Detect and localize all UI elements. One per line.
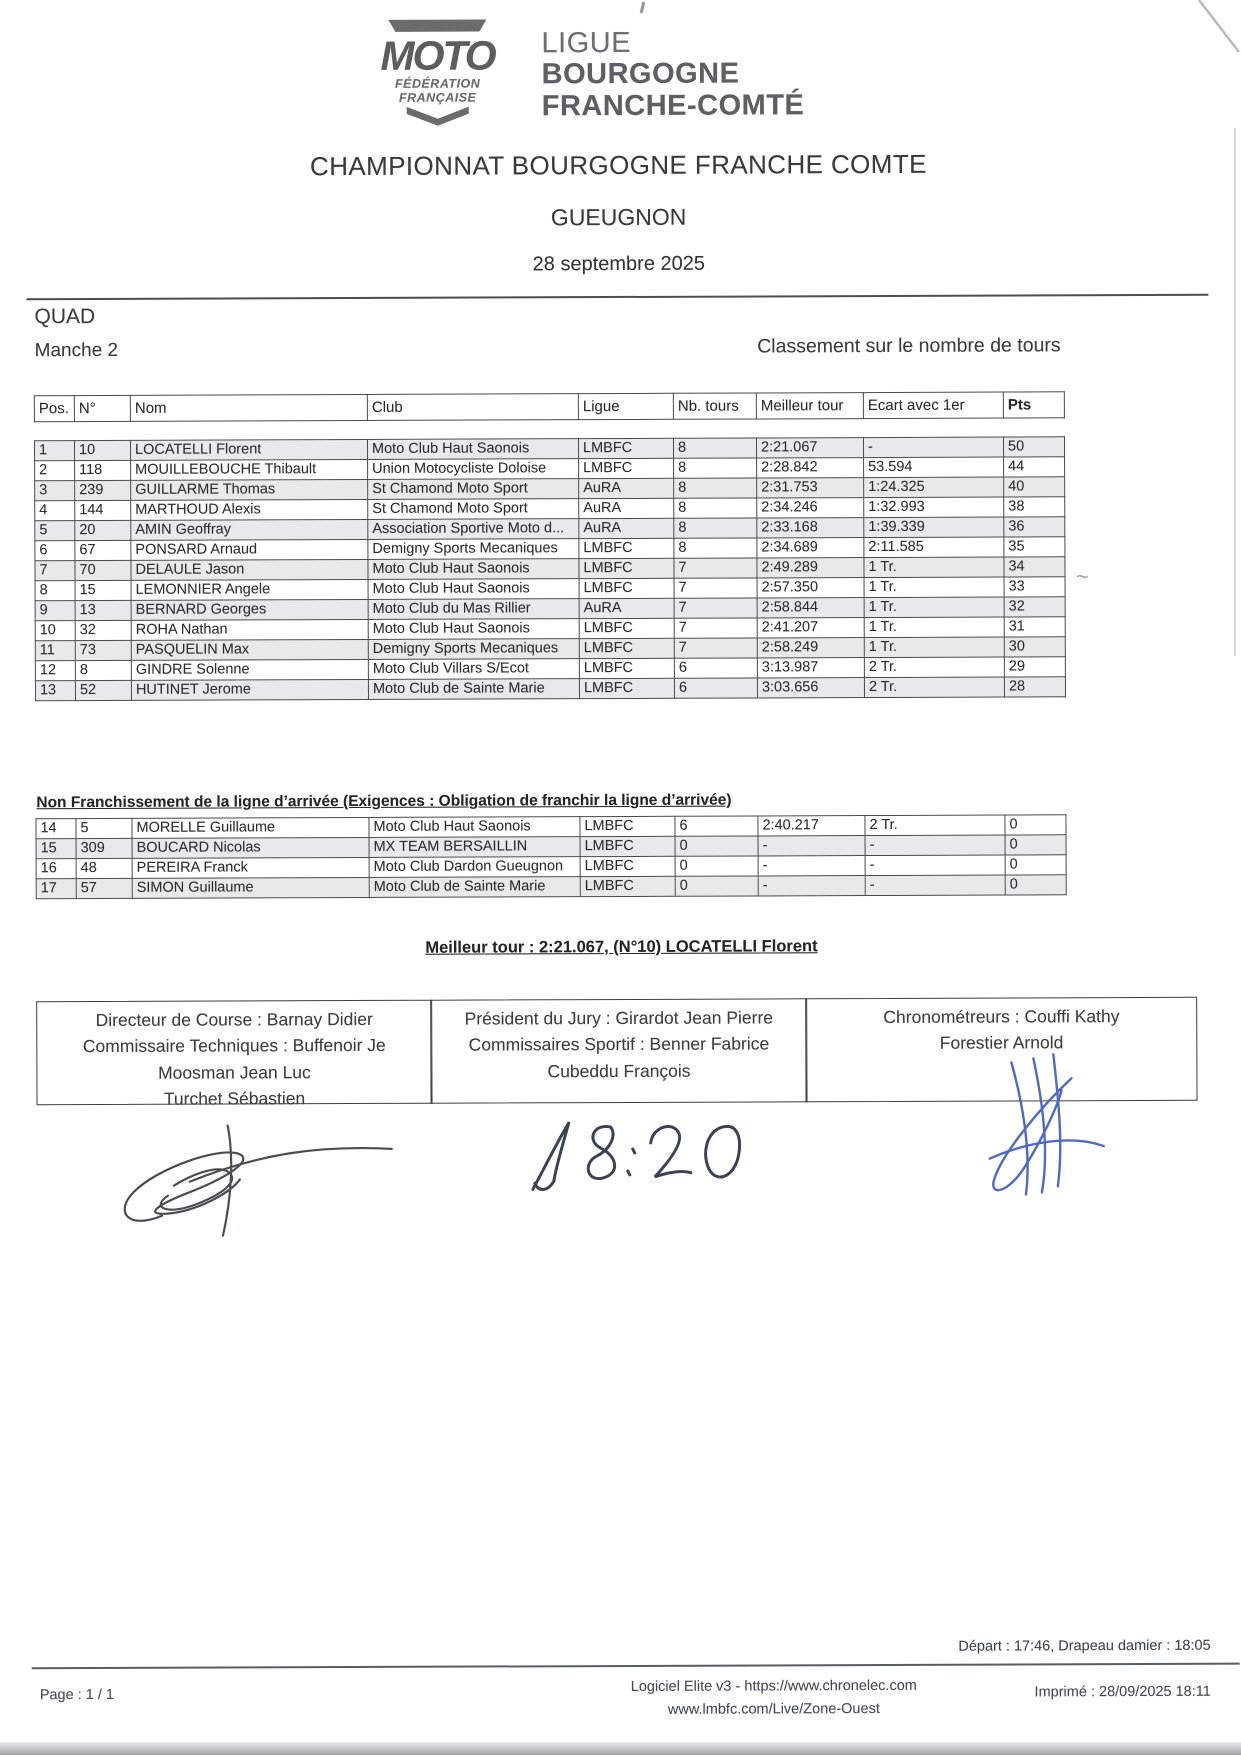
cell-gap: 2 Tr. bbox=[865, 815, 1005, 836]
cell-pos: 7 bbox=[35, 561, 75, 581]
cell-tours: 7 bbox=[674, 558, 757, 578]
cell-pos: 1 bbox=[34, 441, 74, 461]
cell-nom: LEMONNIER Angele bbox=[131, 579, 368, 600]
cell-club: Association Sportive Moto d... bbox=[368, 519, 579, 540]
cell-num: 70 bbox=[75, 560, 131, 580]
cell-pos: 12 bbox=[35, 661, 75, 681]
cell-ligue: LMBFC bbox=[578, 438, 673, 458]
page-number: Page : 1 / 1 bbox=[39, 1686, 115, 1704]
cell-best-lap: 3:03.656 bbox=[757, 678, 864, 698]
cell-ligue: LMBFC bbox=[579, 578, 674, 598]
venue-title: GUEUGNON bbox=[550, 203, 687, 231]
ligue-word-2: BOURGOGNE bbox=[541, 57, 740, 91]
cell-pts: 35 bbox=[1004, 537, 1065, 557]
cell-pts: 0 bbox=[1005, 855, 1066, 875]
cell-club: St Chamond Moto Sport bbox=[368, 499, 579, 520]
results-header-table bbox=[34, 391, 1065, 422]
column-header: N° bbox=[74, 395, 130, 421]
cell-pts: 29 bbox=[1004, 657, 1065, 677]
cell-num: 52 bbox=[75, 680, 131, 700]
cell-num: 144 bbox=[75, 500, 131, 520]
column-header: Ligue bbox=[578, 393, 673, 419]
cell-club: Moto Club de Sainte Marie bbox=[369, 877, 580, 898]
cell-num: 239 bbox=[75, 480, 131, 500]
cell-tours: 6 bbox=[674, 658, 757, 678]
cell-nom: PEREIRA Franck bbox=[132, 857, 369, 878]
cell-tours: 0 bbox=[675, 836, 758, 856]
cell-club: Moto Club du Mas Rillier bbox=[368, 599, 579, 620]
cell-pts: 31 bbox=[1004, 617, 1065, 637]
ligue-word-3: FRANCHE-COMTÉ bbox=[541, 88, 805, 122]
category-label: QUAD bbox=[34, 305, 96, 329]
cell-ligue: LMBFC bbox=[579, 658, 674, 678]
cell-pos: 16 bbox=[36, 859, 76, 879]
cell-num: 13 bbox=[75, 600, 131, 620]
printed-timestamp: Imprimé : 28/09/2025 18:11 bbox=[1034, 1683, 1211, 1701]
cell-gap: - bbox=[865, 855, 1005, 876]
cell-ligue: AuRA bbox=[579, 478, 674, 498]
cell-nom: AMIN Geoffray bbox=[131, 519, 368, 540]
cell-num: 73 bbox=[75, 640, 131, 660]
cell-nom: ROHA Nathan bbox=[131, 619, 368, 640]
cell-pos: 10 bbox=[35, 621, 75, 641]
championship-title: CHAMPIONNAT BOURGOGNE FRANCHE COMTE bbox=[309, 148, 927, 182]
ligue-wordmark bbox=[541, 27, 804, 122]
cell-gap: 1 Tr. bbox=[864, 597, 1004, 618]
cell-pts: 36 bbox=[1004, 517, 1065, 537]
cell-pts: 33 bbox=[1004, 577, 1065, 597]
cell-pos: 9 bbox=[35, 601, 75, 621]
cell-tours: 7 bbox=[674, 578, 757, 598]
software-line-2: www.lmbfc.com/Live/Zone-Ouest bbox=[667, 1701, 880, 1718]
cell-gap: - bbox=[865, 835, 1005, 856]
cell-pts: 0 bbox=[1005, 815, 1066, 835]
cell-ligue: LMBFC bbox=[579, 638, 674, 658]
officials-jury: Président du Jury : Girardot Jean Pierre Commissaires Sportif : Benner Fabrice Cubeddu François bbox=[430, 998, 807, 1103]
header-divider bbox=[26, 294, 1208, 301]
table-row bbox=[36, 875, 1066, 899]
results-table bbox=[34, 436, 1066, 701]
column-header: Nb. tours bbox=[673, 393, 756, 419]
cell-ligue: LMBFC bbox=[580, 856, 675, 876]
cell-ligue: LMBFC bbox=[579, 618, 674, 638]
cell-ligue: LMBFC bbox=[579, 458, 674, 478]
cell-nom: LOCATELLI Florent bbox=[130, 439, 367, 460]
cell-gap: 1 Tr. bbox=[864, 617, 1004, 638]
cell-club: Demigny Sports Mecaniques bbox=[368, 639, 579, 660]
cell-best-lap: 2:34.246 bbox=[757, 498, 864, 518]
cell-ligue: LMBFC bbox=[579, 558, 674, 578]
cell-nom: HUTINET Jerome bbox=[131, 679, 368, 700]
cell-best-lap: 2:41.207 bbox=[757, 618, 864, 638]
dnf-section-title: Non Franchissement de la ligne d’arrivée (Exigences : Obligation de franchir la ligne d’arrivée) bbox=[36, 791, 732, 812]
cell-tours: 8 bbox=[674, 518, 757, 538]
cell-gap: 1:39.339 bbox=[864, 517, 1004, 538]
cell-pts: 32 bbox=[1004, 597, 1065, 617]
cell-gap: - bbox=[865, 875, 1005, 896]
cell-pts: 50 bbox=[1003, 437, 1064, 457]
director-signature bbox=[110, 1119, 400, 1240]
cell-tours: 8 bbox=[674, 458, 757, 478]
classification-label: Classement sur le nombre de tours bbox=[757, 334, 1061, 358]
cell-nom: MORELLE Guillaume bbox=[132, 817, 369, 838]
cell-ligue: LMBFC bbox=[580, 876, 675, 896]
cell-best-lap: 3:13.987 bbox=[757, 658, 864, 678]
handwritten-time bbox=[527, 1114, 767, 1210]
cell-num: 67 bbox=[75, 540, 131, 560]
svg-text:MOTO: MOTO bbox=[380, 32, 495, 79]
cell-club: Union Motocycliste Doloise bbox=[368, 459, 579, 480]
cell-best-lap: - bbox=[758, 876, 865, 896]
timekeeper-signature bbox=[959, 1050, 1115, 1206]
cell-best-lap: 2:31.753 bbox=[757, 478, 864, 498]
cell-nom: SIMON Guillaume bbox=[132, 877, 369, 898]
cell-pts: 34 bbox=[1004, 557, 1065, 577]
cell-tours: 6 bbox=[674, 678, 757, 698]
column-header: Meilleur tour bbox=[756, 393, 863, 419]
cell-gap: 1:32.993 bbox=[864, 497, 1004, 518]
cell-gap: - bbox=[863, 437, 1003, 458]
cell-club: Moto Club Haut Saonois bbox=[368, 579, 579, 600]
cell-gap: 2 Tr. bbox=[864, 677, 1004, 698]
cell-best-lap: 2:58.249 bbox=[757, 638, 864, 658]
cell-nom: GUILLARME Thomas bbox=[131, 479, 368, 500]
scan-artifact-tilde: ~ bbox=[1076, 564, 1089, 589]
cell-gap: 1:24.325 bbox=[864, 477, 1004, 498]
cell-best-lap: 2:49.289 bbox=[757, 558, 864, 578]
cell-pts: 44 bbox=[1004, 457, 1065, 477]
cell-best-lap: 2:34.689 bbox=[757, 538, 864, 558]
cell-tours: 8 bbox=[674, 478, 757, 498]
ligue-word-1: LIGUE bbox=[541, 26, 632, 60]
cell-tours: 0 bbox=[675, 876, 758, 896]
cell-pos: 13 bbox=[35, 681, 75, 701]
cell-num: 57 bbox=[76, 878, 132, 898]
cell-tours: 6 bbox=[675, 816, 758, 836]
cell-ligue: LMBFC bbox=[580, 836, 675, 856]
column-header: Club bbox=[367, 394, 578, 421]
software-line-1: Logiciel Elite v3 - https://www.chronelec.com bbox=[630, 1677, 917, 1695]
cell-tours: 8 bbox=[673, 438, 756, 458]
cell-pos: 11 bbox=[35, 641, 75, 661]
cell-best-lap: 2:28.842 bbox=[757, 458, 864, 478]
cell-club: Moto Club de Sainte Marie bbox=[368, 679, 579, 700]
cell-gap: 1 Tr. bbox=[864, 577, 1004, 598]
cell-club: Moto Club Haut Saonois bbox=[368, 619, 579, 640]
event-date: 28 septembre 2025 bbox=[532, 252, 706, 276]
cell-num: 20 bbox=[75, 520, 131, 540]
cell-best-lap: 2:58.844 bbox=[757, 598, 864, 618]
cell-nom: MOUILLEBOUCHE Thibault bbox=[131, 459, 368, 480]
cell-best-lap: 2:40.217 bbox=[758, 816, 865, 836]
cell-tours: 8 bbox=[674, 538, 757, 558]
dnf-table bbox=[35, 814, 1066, 899]
svg-text:FÉDÉRATION: FÉDÉRATION bbox=[394, 76, 481, 91]
cell-pos: 14 bbox=[36, 819, 76, 839]
cell-club: Moto Club Dardon Gueugnon bbox=[369, 857, 580, 878]
cell-nom: DELAULE Jason bbox=[131, 559, 368, 580]
cell-club: MX TEAM BERSAILLIN bbox=[369, 837, 580, 858]
cell-num: 118 bbox=[75, 460, 131, 480]
column-header: Ecart avec 1er bbox=[863, 392, 1003, 419]
header-row bbox=[34, 392, 1064, 422]
cell-pts: 0 bbox=[1005, 835, 1066, 855]
cell-pos: 2 bbox=[35, 461, 75, 481]
cell-ligue: LMBFC bbox=[580, 816, 675, 836]
cell-pts: 38 bbox=[1004, 497, 1065, 517]
cell-tours: 7 bbox=[674, 638, 757, 658]
cell-pts: 28 bbox=[1004, 677, 1065, 697]
cell-pts: 0 bbox=[1005, 875, 1066, 895]
cell-num: 5 bbox=[76, 818, 132, 838]
cell-num: 32 bbox=[75, 620, 131, 640]
cell-pos: 3 bbox=[35, 481, 75, 501]
cell-club: Moto Club Villars S/Ecot bbox=[368, 659, 579, 680]
cell-gap: 2:11.585 bbox=[864, 537, 1004, 558]
software-credit bbox=[474, 1674, 1074, 1722]
race-label: Manche 2 bbox=[34, 339, 119, 362]
cell-nom: BERNARD Georges bbox=[131, 599, 368, 620]
cell-nom: MARTHOUD Alexis bbox=[131, 499, 368, 520]
cell-gap: 53.594 bbox=[864, 457, 1004, 478]
cell-tours: 7 bbox=[674, 618, 757, 638]
cell-club: St Chamond Moto Sport bbox=[368, 479, 579, 500]
cell-best-lap: 2:33.168 bbox=[757, 518, 864, 538]
officials-direction: Directeur de Course : Barnay Didier Commissaire Techniques : Buffenoir Je Moosman Jean Luc Turchet Sébastien bbox=[36, 1000, 432, 1106]
scan-bottom-edge bbox=[0, 1742, 1241, 1755]
cell-num: 15 bbox=[75, 580, 131, 600]
cell-ligue: AuRA bbox=[579, 518, 674, 538]
cell-num: 48 bbox=[76, 858, 132, 878]
cell-nom: BOUCARD Nicolas bbox=[132, 837, 369, 858]
cell-pts: 40 bbox=[1004, 477, 1065, 497]
cell-best-lap: 2:21.067 bbox=[756, 438, 863, 458]
cell-pos: 8 bbox=[35, 581, 75, 601]
cell-gap: 1 Tr. bbox=[864, 637, 1004, 658]
cell-nom: PASQUELIN Max bbox=[131, 639, 368, 660]
cell-best-lap: - bbox=[758, 836, 865, 856]
cell-best-lap: 2:57.350 bbox=[757, 578, 864, 598]
cell-nom: GINDRE Solenne bbox=[131, 659, 368, 680]
cell-pos: 15 bbox=[36, 839, 76, 859]
column-header: Nom bbox=[130, 394, 367, 421]
cell-best-lap: - bbox=[758, 856, 865, 876]
cell-ligue: LMBFC bbox=[579, 678, 674, 698]
cell-num: 10 bbox=[74, 440, 130, 460]
column-header: Pos. bbox=[34, 396, 74, 422]
cell-gap: 2 Tr. bbox=[864, 657, 1004, 678]
table-row bbox=[35, 677, 1065, 701]
cell-pts: 30 bbox=[1004, 637, 1065, 657]
header-logo-row bbox=[369, 15, 804, 127]
cell-tours: 8 bbox=[674, 498, 757, 518]
cell-ligue: AuRA bbox=[579, 498, 674, 518]
cell-club: Demigny Sports Mecaniques bbox=[368, 539, 579, 560]
cell-ligue: LMBFC bbox=[579, 538, 674, 558]
cell-num: 309 bbox=[76, 838, 132, 858]
cell-pos: 5 bbox=[35, 521, 75, 541]
cell-ligue: AuRA bbox=[579, 598, 674, 618]
cell-club: Moto Club Haut Saonois bbox=[367, 439, 578, 460]
footer-divider bbox=[32, 1663, 1240, 1670]
scan-corner-artifact bbox=[1181, 0, 1241, 70]
cell-tours: 0 bbox=[675, 856, 758, 876]
column-header: Pts bbox=[1003, 392, 1064, 418]
cell-gap: 1 Tr. bbox=[864, 557, 1004, 578]
ffm-moto-logo-icon bbox=[369, 16, 505, 127]
cell-club: Moto Club Haut Saonois bbox=[369, 817, 580, 838]
best-lap-line: Meilleur tour : 2:21.067, (N°10) LOCATELLI Florent bbox=[425, 937, 818, 957]
cell-nom: PONSARD Arnaud bbox=[131, 539, 368, 560]
officials-timekeepers: Chronométreurs : Couffi Kathy Forestier Arnold bbox=[805, 997, 1197, 1103]
cell-pos: 4 bbox=[35, 501, 75, 521]
cell-pos: 17 bbox=[36, 879, 76, 899]
cell-num: 8 bbox=[75, 660, 131, 680]
svg-text:FRANÇAISE: FRANÇAISE bbox=[398, 90, 477, 105]
scan-edge-line bbox=[1234, 128, 1236, 656]
cell-pos: 6 bbox=[35, 541, 75, 561]
cell-club: Moto Club Haut Saonois bbox=[368, 559, 579, 580]
cell-tours: 7 bbox=[674, 598, 757, 618]
race-times-line: Départ : 17:46, Drapeau damier : 18:05 bbox=[958, 1637, 1211, 1655]
